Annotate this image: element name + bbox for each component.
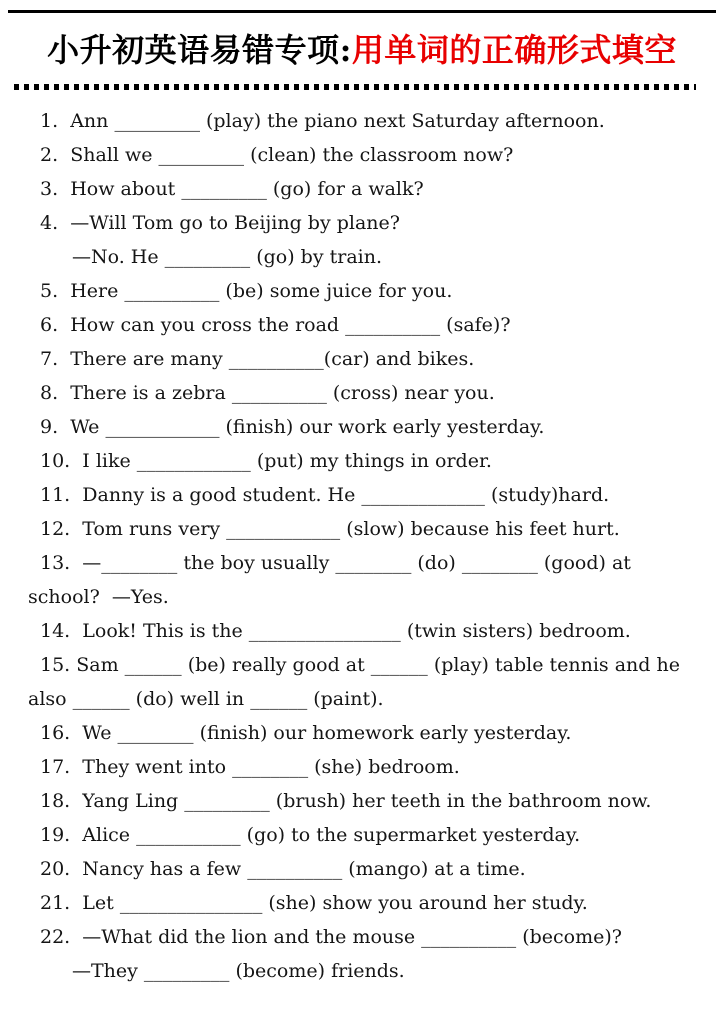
question-line: 21. Let _______________ (she) show you around her study. [40, 892, 588, 914]
question-line: 15. Sam ______ (be) really good at ______ (play) table tennis and he [40, 654, 680, 676]
question-line: 11. Danny is a good student. He _____________ (study)hard. [40, 484, 610, 506]
question-line: 17. They went into ________ (she) bedroom. [40, 756, 460, 778]
question-line: 14. Look! This is the ________________ (twin sisters) bedroom. [40, 620, 631, 642]
question-line: 9. We ____________ (finish) our work early yesterday. [40, 416, 545, 438]
question-line: 12. Tom runs very ____________ (slow) because his feet hurt. [40, 518, 620, 540]
question-line: 22. —What did the lion and the mouse __________ (become)? [40, 926, 622, 948]
question-line: 8. There is a zebra __________ (cross) near you. [40, 382, 495, 404]
question-line: 1. Ann _________ (play) the piano next Saturday afternoon. [40, 110, 605, 132]
question-line: 5. Here __________ (be) some juice for you. [40, 280, 453, 302]
question-line: 16. We ________ (finish) our homework early yesterday. [40, 722, 572, 744]
question-line: school? —Yes. [28, 586, 169, 608]
dotted-divider [14, 84, 696, 90]
question-line: also ______ (do) well in ______ (paint). [28, 688, 384, 710]
question-line: 20. Nancy has a few __________ (mango) at a time. [40, 858, 526, 880]
title-prefix: 小升初英语易错专项: [47, 31, 352, 69]
question-line: 4. —Will Tom go to Beijing by plane? [40, 212, 400, 234]
question-line: 7. There are many __________(car) and bikes. [40, 348, 475, 370]
question-line: 6. How can you cross the road __________ (safe)? [40, 314, 511, 336]
question-line: 19. Alice ___________ (go) to the supermarket yesterday. [40, 824, 581, 846]
question-line: —They _________ (become) friends. [72, 960, 405, 982]
question-line: 2. Shall we _________ (clean) the classroom now? [40, 144, 514, 166]
question-line: 18. Yang Ling _________ (brush) her teeth in the bathroom now. [40, 790, 652, 812]
question-line: 13. —________ the boy usually ________ (do) ________ (good) at [40, 552, 631, 574]
top-border-line [8, 10, 716, 13]
title-highlight: 用单词的正确形式填空 [351, 31, 677, 69]
question-line: 3. How about _________ (go) for a walk? [40, 178, 424, 200]
question-line: 10. I like ____________ (put) my things in order. [40, 450, 492, 472]
question-list [0, 104, 724, 988]
page-title [14, 25, 710, 75]
question-line: —No. He _________ (go) by train. [72, 246, 383, 268]
